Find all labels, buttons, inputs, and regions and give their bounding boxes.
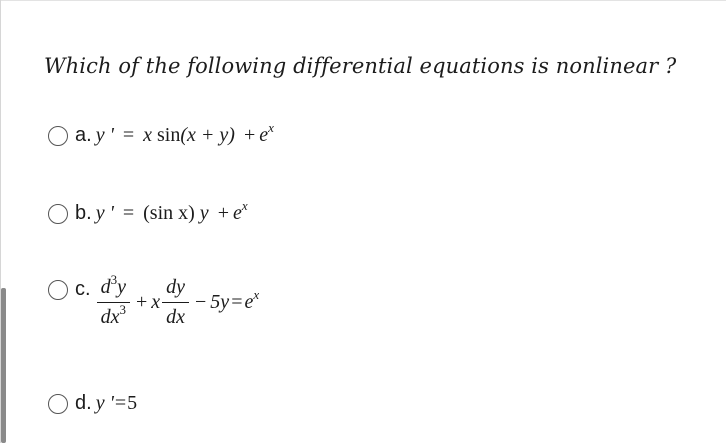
option-a-sin: sin <box>157 124 181 146</box>
option-b-equals: = <box>122 202 135 224</box>
scrollbar-thumb[interactable] <box>1 288 6 443</box>
option-d-equation <box>96 392 137 415</box>
option-b-lhs: y ' <box>95 202 114 224</box>
option-c-frac1-dx: dx <box>100 306 120 328</box>
option-b-paren: (sin x) <box>143 202 195 224</box>
option-a[interactable] <box>48 120 274 147</box>
option-c-equation <box>95 272 260 328</box>
option-a-e: e <box>259 124 269 146</box>
option-c-term: 5y <box>210 290 230 313</box>
option-a-equation <box>95 120 274 147</box>
option-c-frac1-d: d <box>100 276 111 298</box>
option-b-plus: + <box>217 202 229 224</box>
option-c-frac1-den-exp: 3 <box>119 302 126 317</box>
option-c-equals: = <box>231 290 243 313</box>
option-b-y: y <box>199 202 209 224</box>
option-b-equation <box>95 198 248 225</box>
option-a-letter: a. <box>75 124 92 146</box>
option-a-exp: x <box>268 120 274 135</box>
option-b-radio[interactable] <box>48 204 68 224</box>
option-a-x: x <box>143 124 153 146</box>
option-c-minus: − <box>195 290 207 313</box>
option-b[interactable] <box>48 198 248 225</box>
option-b-e: e <box>232 202 242 224</box>
option-c-exp: x <box>253 286 260 302</box>
option-c[interactable] <box>48 272 260 328</box>
option-b-exp: x <box>241 198 248 213</box>
question-text: Which of the following differential equations is nonlinear ? <box>44 54 677 78</box>
option-a-equals: = <box>122 124 135 146</box>
option-c-frac2-num: dy <box>166 276 186 298</box>
option-c-fraction-2 <box>162 276 189 328</box>
option-d-rhs: 5 <box>127 392 138 414</box>
option-d-letter: d. <box>75 392 92 414</box>
option-a-radio[interactable] <box>48 126 68 146</box>
option-a-paren: (x + y) <box>180 124 235 146</box>
top-divider <box>0 0 726 1</box>
option-c-frac2-den: dx <box>166 306 186 328</box>
option-c-plus: + <box>135 290 148 313</box>
option-d-equals: = <box>114 392 127 414</box>
option-a-lhs: y ' <box>95 124 114 146</box>
option-c-fraction-1 <box>97 272 130 328</box>
option-c-frac1-y: y <box>117 276 126 298</box>
option-c-frac1-num-exp: 3 <box>110 272 118 287</box>
option-d[interactable] <box>48 392 137 415</box>
option-c-e: e <box>244 290 254 313</box>
option-c-x: x <box>151 290 161 313</box>
option-d-radio[interactable] <box>48 394 68 414</box>
option-b-letter: b. <box>75 202 92 224</box>
option-c-letter: c. <box>75 278 91 300</box>
option-c-radio[interactable] <box>48 280 68 300</box>
option-d-lhs: y ' <box>95 392 114 414</box>
option-a-plus: + <box>243 124 256 146</box>
